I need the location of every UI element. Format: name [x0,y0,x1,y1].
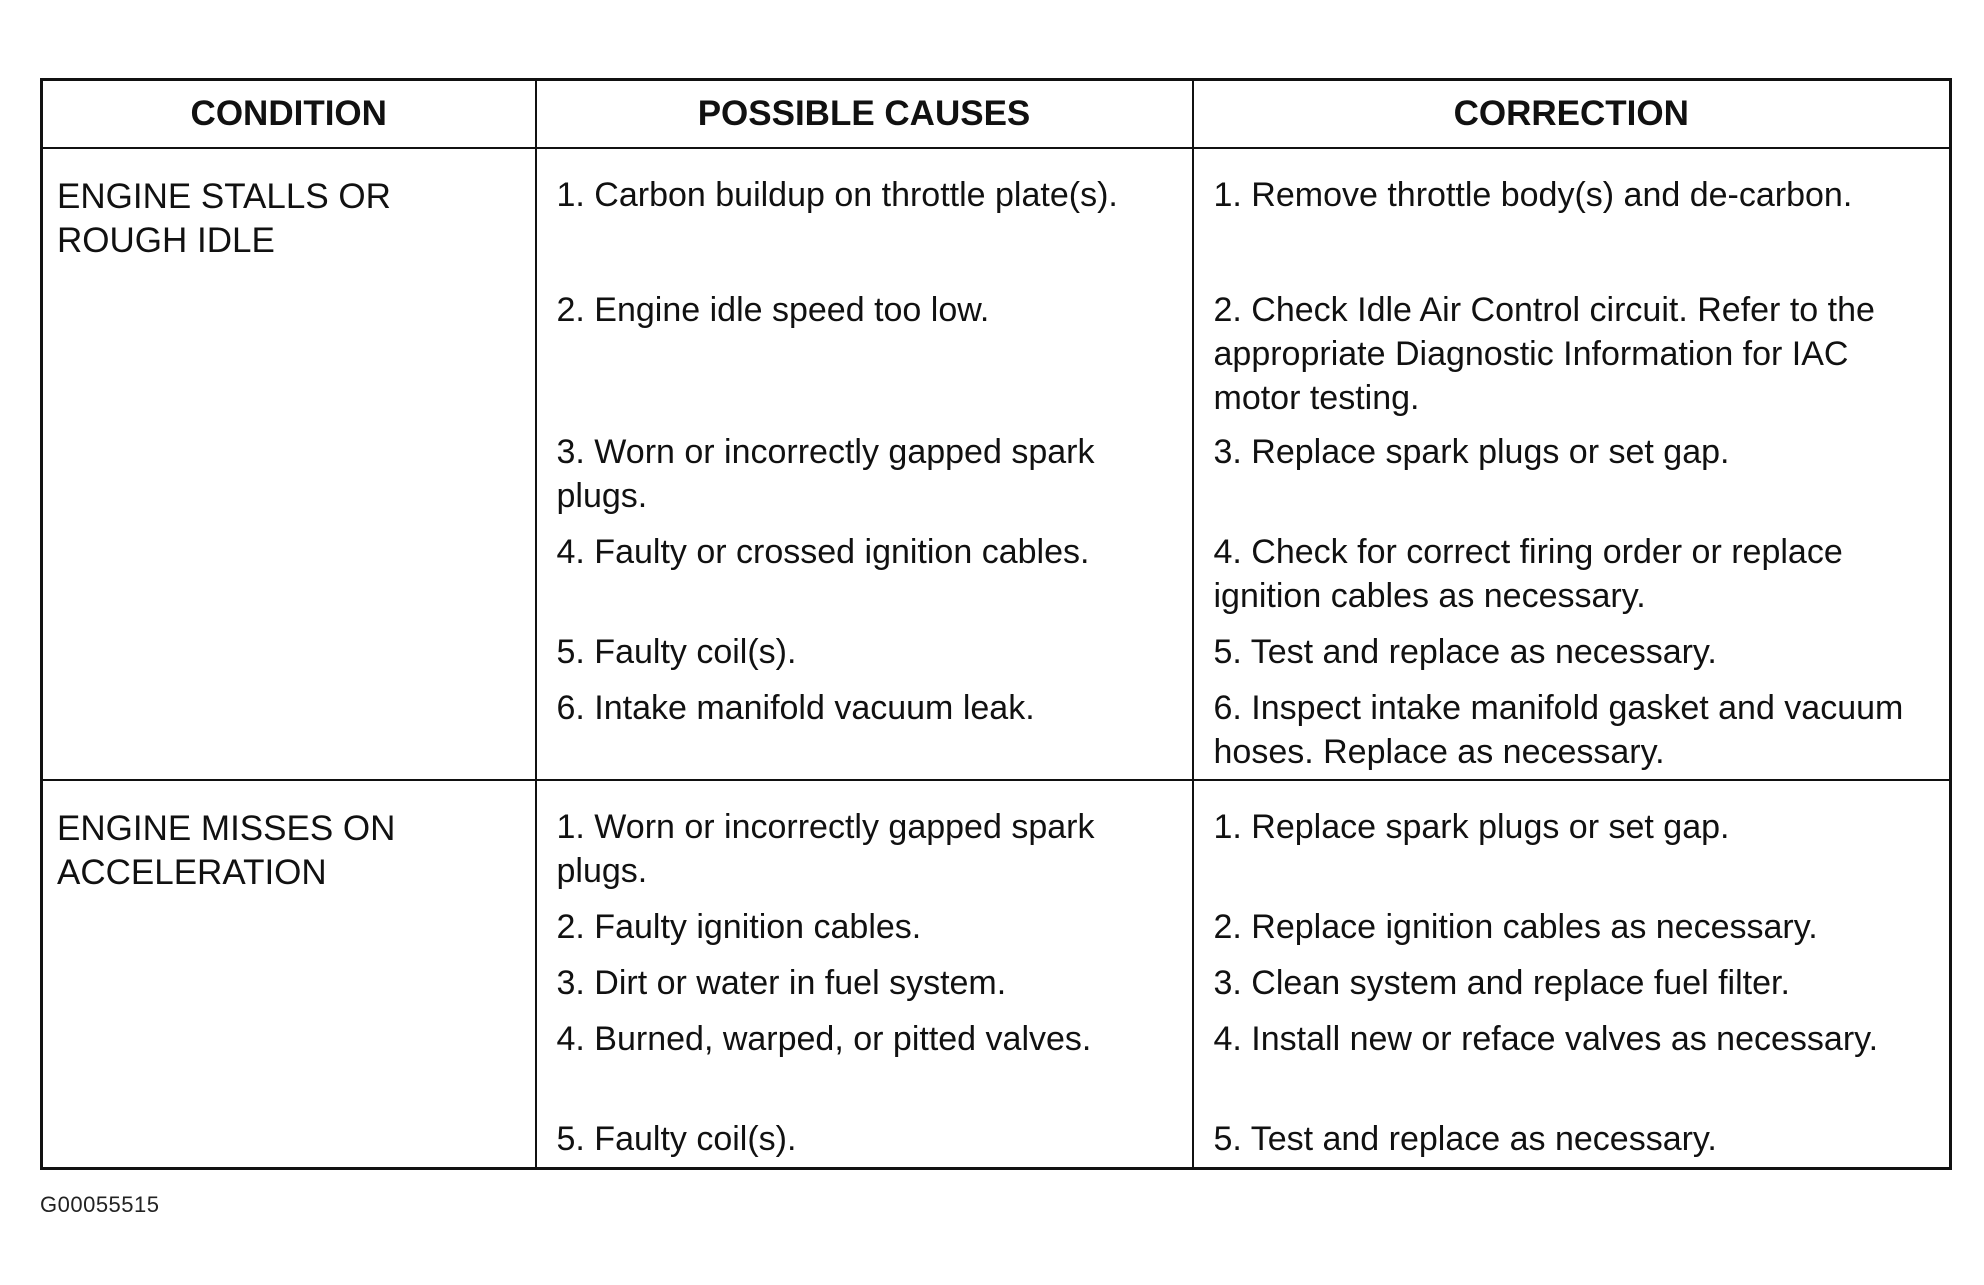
correction-item: 6. Inspect intake manifold gasket and vacuum hoses. Replace as necessary. [1213,689,1904,771]
condition-group-row [42,148,1951,780]
cause-item: 2. Faulty ignition cables. [556,908,922,946]
header-possible-causes: POSSIBLE CAUSES [536,80,1193,149]
causes-cell [536,148,1193,780]
condition-group-row [42,780,1951,1168]
cause-item: 4. Burned, warped, or pitted valves. [556,1020,1092,1058]
cause-item: 6. Intake manifold vacuum leak. [556,689,1035,727]
correction-item: 5. Test and replace as necessary. [1213,1120,1717,1158]
header-correction: CORRECTION [1193,80,1951,149]
figure-code: G00055515 [40,1192,160,1217]
correction-item: 2. Replace ignition cables as necessary. [1213,908,1818,946]
header-row [42,80,1951,149]
cause-item: 2. Engine idle speed too low. [556,291,990,329]
correction-item: 4. Check for correct firing order or replace ignition cables as necessary. [1213,533,1843,615]
correction-item: 3. Replace spark plugs or set gap. [1213,433,1730,471]
correction-item: 1. Remove throttle body(s) and de-carbon. [1213,176,1853,214]
condition-cell: ENGINE STALLS OR ROUGH IDLE [42,148,536,780]
correction-item: 3. Clean system and replace fuel filter. [1213,964,1790,1002]
diagnosis-table [40,78,1952,1170]
cause-item: 5. Faulty coil(s). [556,1120,797,1158]
correction-cell [1193,780,1951,1168]
correction-cell [1193,148,1951,780]
cause-item: 3. Dirt or water in fuel system. [556,964,1007,1002]
correction-item: 4. Install new or reface valves as necessary. [1213,1020,1879,1058]
cause-item: 1. Carbon buildup on throttle plate(s). [556,176,1118,214]
correction-item: 1. Replace spark plugs or set gap. [1213,808,1730,846]
header-condition: CONDITION [42,80,536,149]
causes-cell [536,780,1193,1168]
cause-item: 4. Faulty or crossed ignition cables. [556,533,1090,571]
correction-item: 2. Check Idle Air Control circuit. Refer to the appropriate Diagnostic Information for IAC motor testing. [1213,291,1875,417]
cause-item: 1. Worn or incorrectly gapped spark plugs. [556,808,1095,890]
correction-item: 5. Test and replace as necessary. [1213,633,1717,671]
cause-item: 5. Faulty coil(s). [556,633,797,671]
cause-item: 3. Worn or incorrectly gapped spark plugs. [556,433,1095,515]
condition-cell: ENGINE MISSES ON ACCELERATION [42,780,536,1168]
